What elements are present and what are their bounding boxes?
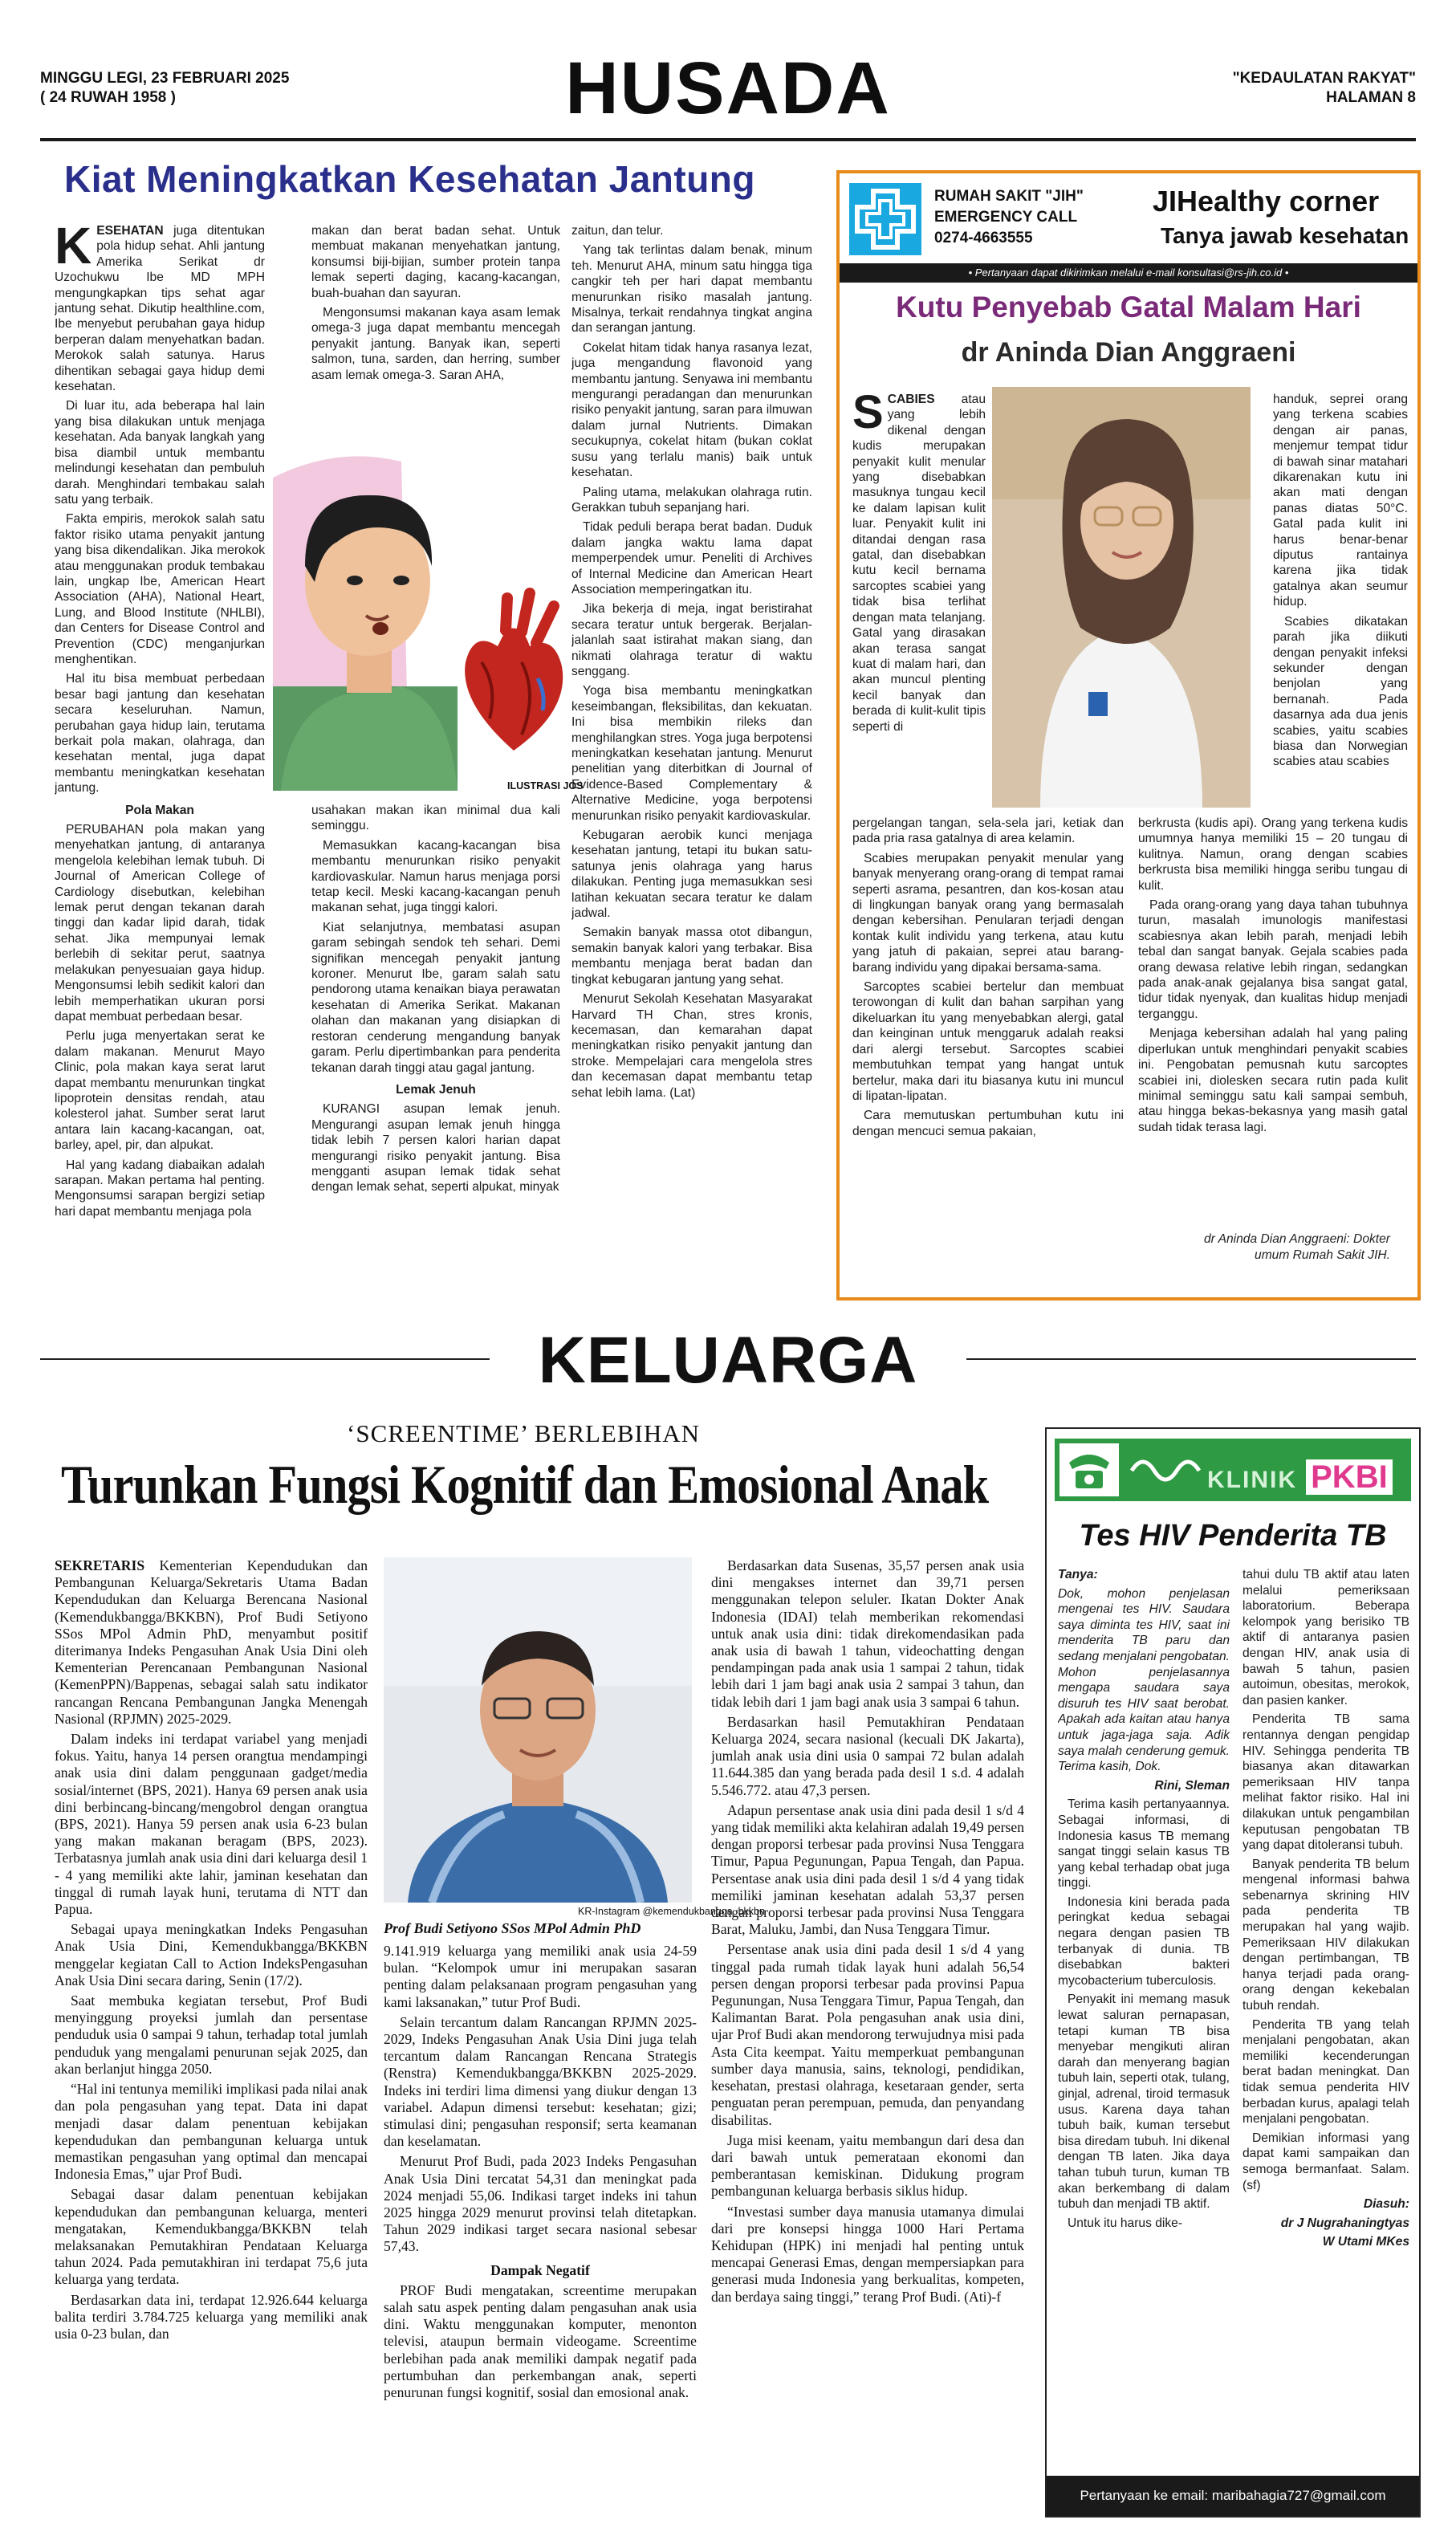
- paragraph: [852, 1108, 1124, 1139]
- paragraph: [1138, 1026, 1408, 1135]
- jih-left-column: [852, 816, 1124, 1233]
- paragraph: [55, 1028, 265, 1153]
- author-note: [1204, 1231, 1390, 1264]
- paragraph-text: zaitun, dan telur.: [571, 224, 664, 238]
- paragraph: [571, 991, 812, 1101]
- jih-right-narrow-column: [1273, 392, 1408, 816]
- article-title-kognitif: Turunkan Fungsi Kognitif dan Emosional Anak: [61, 1454, 989, 1515]
- paragraph-text: W Utami MKes: [1322, 2235, 1409, 2249]
- man-heart-illustration: [273, 446, 584, 791]
- paragraph-text: Sarcoptes scabiei bertelur dan membuat terowongan di kulit dan bahan sarpihan yang dikeluarkan itu yang menyebabkan alergi, gatal dan keinginan untuk menggaruk adalah reaksi dari alergi tersebut. Sarcoptes scabiei membutuhkan tempat yang hangat untuk bertelur, maka dari itu biasanya kutu ini muncul di lipatan-lipatan.: [852, 980, 1124, 1103]
- paragraph-text: Jika bekerja di meja, ingat beristirahat secara teratur untuk bergerak. Berjalan-jalanlah saat istirahat makan siang, dan nikmati olahraga teratur di waktu senggang.: [571, 602, 812, 678]
- author-note-role: umum Rumah Sakit JIH.: [1255, 1248, 1390, 1262]
- paragraph-text: Dalam indeks ini terdapat variabel yang menjadi fokus. Yaitu, hanya 14 persen orangtua mendampingi anak usia dini dalam penggunaan gadget/media sosial/internet (BPS, 2021). Hanya 69 persen anak usia dini berbincang-bincang/mengobrol dengan orangtua (BPS, 2021). Hanya 59 persen anak usia 6-23 bulan yang makan makanan beragam (BPS, 2023). Terbatasnya jumlah anak usia dini dari keluarga desil 1 - 4 yang memiliki akte lahir, jaminan kesehatan dan tinggal di rumah layak huni, terutama di NTT dan Papua.: [55, 1731, 368, 1918]
- paragraph-text: Scabies dikatakan parah jika diikuti dengan penyakit infeksi sekunder dengan benjolan yang bernanah. Pada dasarnya ada dua jenis scabies, yaitu scabies biasa dan Norwegian scabies atau scabies: [1273, 614, 1408, 769]
- paragraph-text: Tidak peduli berapa berat badan. Duduk dalam jangka waktu lama dapat memperpendek umur. Peneliti di Archives of Internal Medicine dan American Heart Association memperingatkan itu.: [571, 520, 812, 596]
- paragraph-text: Pada orang-orang yang daya tahan tubuhnya turun, masalah imunologis manifestasi scabiesnya akan lebih parah, menjadi lebih tebal dan sangat banyak. Gejala scabies pada orang dewasa relative lebih ringan, sedangkan pada anak-anak gejalanya bisa sangat gatal, tidur tidak nyenyak, dan kualitas hidup menjadi terganggu.: [1138, 898, 1408, 1021]
- emergency-label: EMERGENCY CALL: [934, 209, 1078, 226]
- paragraph-text: Menurut Prof Budi, pada 2023 Indeks Pengasuhan Anak Usia Dini tercatat 54,31 dan meningkat pada 2024 menjadi 55,06. Indikasi target indeks ini tahun 2025 hingga 2029 menurut provinsi telah ditetapkan. Tahun 2029 indikasi target secara nasional sebesar 57,43.: [384, 2153, 697, 2255]
- date-line: MINGGU LEGI, 23 FEBRUARI 2025: [40, 70, 290, 87]
- paragraph: [711, 1802, 1024, 1939]
- paragraph-text: “Investasi sumber daya manusia utamanya dimulai dari pre konsepsi hingga 1000 Hari Pertama Kehidupan (HPK) ini menjadi hal penting untuk mencapai Generasi Emas, dengan mempersiapkan para generasi muda Indonesia yang berkualitas, kompeten, dan berdaya saing tinggi,” terang Prof Budi. (Ati)-f: [711, 2203, 1024, 2305]
- paragraph: [1242, 2216, 1409, 2232]
- jih-email-bar: • Pertanyaan dapat dikirimkan melalui e-mail konsultasi@rs-jih.co.id •: [840, 263, 1417, 283]
- paragraph: [55, 2186, 368, 2288]
- paragraph: [55, 1557, 368, 1728]
- paragraph-text: Semakin banyak massa otot dibangun, semakin banyak kalori yang terbakar. Bisa membantu menjaga berat badan dan tingkat kebugaran jantung yang sehat.: [571, 926, 812, 987]
- paragraph: [852, 979, 1124, 1104]
- paragraph: [571, 242, 812, 336]
- paragraph-text: Indonesia kini berada pada peringkat kedua sebagai negara dengan pasien TB terbanyak di dunia. TB disebabkan bakteri mycobacterium tuberculosis.: [1058, 1895, 1230, 1988]
- paragraph: [1242, 2017, 1409, 2127]
- paragraph-text: Demikian informasi yang dapat kami sampaikan dan semoga bermanfaat. Salam. (sf): [1242, 2131, 1409, 2192]
- lead-kicker: SEKRETARIS: [55, 1557, 145, 1573]
- paragraph: [1273, 614, 1408, 770]
- paragraph: [1273, 392, 1408, 610]
- photo-credit: KR-Instagram @kemendukbangga_bkkbn: [578, 1906, 765, 1917]
- paragraph-text: handuk, seprei orang yang terkena scabies dengan air panas, menjemur tempat tidur di bawah sinar matahari dikarenakan kutu ini akan mati dengan panas diatas 50°C. Gatal pada kulit ini harus benar-benar diputus rantainya karena jika tidak gatalnya akan seumur hidup.: [1273, 393, 1408, 609]
- paragraph-text: Hal yang kadang diabaikan adalah sarapan. Makan pertama hal penting. Mengonsumsi sarapan bergizi setiap hari dapat membantu menjaga pola: [55, 1158, 265, 1219]
- keluarga-column-1: [55, 1557, 368, 2521]
- paragraph: [1058, 1797, 1230, 1891]
- paragraph-text: Saat membuka kegiatan tersebut, Prof Budi menyinggung proyeksi jumlah dan persentase penduduk usia 0 sampai 9 tahun, terhadap total jumlah penduduk yang mengalami penurunan sejak 2025, dan akan berlanjut hingga 2050.: [55, 1992, 368, 2077]
- paragraph: [571, 340, 812, 481]
- paragraph-text: tahui dulu TB aktif atau laten melalui pemeriksaan laboratorium. Beberapa kelompok yang berisiko TB aktif di antaranya pasien dengan HIV, anak usia di bawah 5 tahun, pasien autoimun, obesitas, merokok, dan pasien kanker.: [1242, 1568, 1409, 1707]
- paragraph: [384, 2153, 697, 2255]
- paragraph: [1058, 1586, 1230, 1775]
- jantung-column-2-bottom: [311, 803, 560, 1317]
- paragraph: [711, 2204, 1024, 2306]
- paragraph-text: Cokelat hitam tidak hanya rasanya lezat, juga mengandung flavonoid yang membantu jantung. Senyawa ini membantu mengurangi peradangan dan menurunkan risiko penyakit jantung, saran para ilmuwan dalam jurnal Nutrients. Dimakan secukupnya, cokelat hitam (bukan coklat susu yang terlalu manis) baik untuk kesehatan.: [571, 340, 812, 480]
- paragraph: [1058, 2216, 1230, 2232]
- paragraph: [55, 398, 265, 507]
- paragraph: [1138, 897, 1408, 1022]
- heart-illustration: [273, 446, 584, 791]
- paragraph: [1242, 2234, 1409, 2250]
- paragraph: [311, 838, 560, 916]
- paragraph-text: Adapun persentase anak usia dini pada desil 1 s/d 4 yang tidak memiliki akta kelahiran adalah 19,49 persen dengan proporsi terbesar pada provinsi Nusa Tenggara Timur, Papua Pegunungan, Papua Tengah, dan Papua. Persentase anak usia dini pada desil 1 s/d 4 yang tidak memiliki jaminan kesehatan adalah 53,37 persen dengan proporsi terbesar pada provinsi Nusa Tenggara Barat, Maluku, Jambi, dan Nusa Tenggara Timur.: [711, 1801, 1024, 1938]
- paragraph-text: Paling utama, melakukan olahraga rutin. Gerakkan tubuh sepanjang hari.: [571, 485, 812, 515]
- paragraph: [55, 2081, 368, 2183]
- paragraph: [571, 925, 812, 987]
- paragraph: [55, 1731, 368, 1918]
- paragraph: [311, 305, 560, 383]
- paragraph-text: “Hal ini tentunya memiliki implikasi pada nilai anak dan pola pengasuhan yang tepat. Data ini dapat menjadi dasar dalam penentuan kebijakan kependudukan dan pembangunan keluarga untuk memastikan pengasuhan yang optimal dan mencapai Indonesia Emas,” ujar Prof Budi.: [55, 2081, 368, 2183]
- pkbi-banner: [1055, 1439, 1411, 1501]
- paragraph-text: Berdasarkan hasil Pemutakhiran Pendataan Keluarga 2024, secara nasional (kecuali DK Jakarta), jumlah anak usia dini usia 0 sampai 72 bulan adalah 11.644.385 dan yang berada pada desil 1 s.d. 4 adalah 5.546.772. atau 47,3 persen.: [711, 1713, 1024, 1798]
- paragraph-text: Di luar itu, ada beberapa hal lain yang bisa dilakukan untuk menjaga kesehatan. Ada banyak langkah yang bisa diambil untuk membantu melindungi kesehatan dan pembuluh darah. Menghindari tembakau salah satu yang terbaik.: [55, 399, 265, 507]
- section-title-keluarga: KELUARGA: [538, 1324, 918, 1397]
- paragraph-text: Tanya:: [1058, 1568, 1098, 1581]
- paragraph: [55, 1158, 265, 1220]
- paragraph-text: Sebagai upaya meningkatkan Indeks Pengasuhan Anak Usia Dini, Kemendukbangga/BKKBN menggelar kegiatan Call to Action IndeksPengasuhan Anak Usia Dini secara daring, Senin (17/2).: [55, 1921, 368, 1988]
- paragraph: [55, 223, 265, 394]
- paragraph-text: Sebagai dasar dalam penentuan kebijakan kependudukan dan pembangunan keluarga, menteri mengatakan, Kemendukbangga/BKKBN telah melaksanakan Pemutakhiran Pendataan Keluarga tahun 2024. Pada pemutakhiran ini terdapat 75,6 juta keluarga yang terdata.: [55, 2186, 368, 2288]
- keluarga-column-2: [384, 1943, 697, 2521]
- paragraph: [1242, 1712, 1409, 1853]
- paragraph-text: KURANGI asupan lemak jenuh. Mengurangi asupan lemak jenuh hingga tidak lebih 7 persen kalori harian dapat mengurangi risiko penyakit jantung. Bisa mengganti asupan lemak tidak sehat dengan lemak sehat, seperti alpukat, minyak: [311, 1102, 560, 1195]
- paragraph: [311, 920, 560, 1076]
- paragraph: [384, 1943, 697, 2011]
- subheading: [384, 2262, 697, 2279]
- pkbi-right-column: [1242, 1567, 1409, 2471]
- jih-hospital-logo-icon: [849, 183, 921, 255]
- paragraph-text: juga ditentukan pola hidup sehat. Ahli jantung Amerika Serikat dr Uzochukwu Ibe MD MPH mengungkapkan tips sehat agar jantung sehat. Dikutip healthline.com, Ibe menyebut perubahan gaya hidup berperan dalam menyehatkan badan. Merokok salah satunya. Harus dihentikan sebagai gaya hidup demi kesehatan.: [55, 224, 265, 394]
- article-author: dr Aninda Dian Anggraeni: [961, 337, 1296, 368]
- paragraph-text: makan dan berat badan sehat. Untuk membuat makanan menyehatkan jantung, konsumsi biji-bijian, sumber protein tanpa lemak seperti daging, kacang-kacangan, buah-buahan dan sayuran.: [311, 224, 560, 300]
- paragraph-text: Berdasarkan data Susenas, 35,57 persen anak usia dini mengakses internet dan 39,71 persen menggunakan telepon seluler. Ikatan Dokter Anak Indonesia (IDAI) telah memberikan rekomendasi untuk anak usia dini: tidak direkomendasikan pada anak usia di bawah 1 tahun, videochatting dengan pendampingan pada anak usia 1 sampai 2 tahun, tidak lebih dari 1 jam bagi anak usia 2 sampai 3 tahun, dan tidak lebih dari 1 jam bagi anak usia 3 sampai 6 tahun.: [711, 1557, 1024, 1710]
- paragraph: [852, 392, 986, 735]
- date-line-javanese: ( 24 RUWAH 1958 ): [40, 89, 176, 106]
- paragraph: [311, 1101, 560, 1195]
- paragraph: [1242, 1567, 1409, 1708]
- drop-cap: K: [55, 223, 92, 275]
- paragraph-text: Selain tercantum dalam Rancangan RPJMN 2025-2029, Indeks Pengasuhan Anak Usia Dini juga telah tercantum dalam Rancangan Rencana Strategis (Renstra) Kemendukbangga/BKKBN 2025-2029. Indeks ini terdiri lima dimensi yang diukur dengan 13 variabel. Adapun dimensi tersebut: kesehatan; gizi; stimulasi dini; pengasuhan responsif; serta keamanan dan keselamatan.: [384, 2013, 697, 2150]
- paragraph: [1242, 1857, 1409, 2014]
- paragraph: [55, 671, 265, 796]
- paragraph-text: Banyak penderita TB belum mengenal informasi bahwa sebenarnya skrining HIV pada penderita TB merupakan hal yang wajib. Pemeriksaan HIV dilakukan dengan pertimbangan, TB hanya terjadi pada orang-orang dengan kekebalan tubuh rendah.: [1242, 1857, 1409, 2013]
- paragraph-text: Diasuh:: [1363, 2197, 1409, 2212]
- paragraph-text: Menurut Sekolah Kesehatan Masyarakat Harvard TH Chan, stres kronis, kecemasan, dan kemarahan dapat meningkatkan risiko penyakit jantung dan stroke. Mempelajari cara mengelola stres dan kecemasan dapat membantu tetap sehat lebih lama. (Lat): [571, 992, 812, 1100]
- paragraph-text: Dok, mohon penjelasan mengenai tes HIV. Saudara saya diminta tes HIV, saat ini menderita TB paru dan sedang menjalani pengobatan. Mohon penjelasannya mengapa saudara saya disuruh tes HIV saat berobat. Apakah ada kaitan atau hanya untuk jaga-jaga saja. Adik saya malah cenderung gemuk. Terima kasih, Dok.: [1058, 1586, 1230, 1774]
- paragraph-text: Juga misi keenam, yaitu membangun dari desa dan dari bawah untuk pemerataan ekonomi dan pemberantasan kemiskinan. Didukung program pembangunan keluarga berbasis siklus hidup.: [711, 2131, 1024, 2200]
- paragraph-text: Rini, Sleman: [1154, 1778, 1230, 1793]
- paragraph-text: Yang tak terlintas dalam benak, minum teh. Menurut AHA, minum satu hingga tiga cangkir teh per hari dapat membantu menurunkan risiko masalah jantung. Misalnya, terkait rendahnya tingkat angina dan serangan jantung.: [571, 243, 812, 336]
- paragraph: [711, 1557, 1024, 1711]
- hospital-name: RUMAH SAKIT "JIH": [934, 188, 1084, 205]
- paragraph-text: Untuk itu harus dike-: [1068, 2216, 1183, 2230]
- paragraph: [55, 1992, 368, 2078]
- paragraph: [711, 2132, 1024, 2200]
- paragraph: [571, 601, 812, 679]
- paragraph: [571, 683, 812, 824]
- paragraph-text: Mengonsumsi makanan kaya asam lemak omega-3 juga dapat membantu mencegah penyakit jantung. Banyak ikan, seperti salmon, tuna, sarden, dan herring, sumber asam lemak omega-3. Saran AHA,: [311, 306, 560, 382]
- doctor-portrait: [992, 387, 1251, 808]
- paragraph: [384, 2014, 697, 2151]
- budi-photo: [384, 1557, 692, 1903]
- lead-kicker: CABIES: [887, 393, 935, 406]
- jih-health-corner-box: [836, 170, 1421, 1300]
- pkbi-email-footer: Pertanyaan ke email: maribahagia727@gmail.com: [1047, 2476, 1419, 2516]
- masthead-rule: [40, 138, 1416, 141]
- paragraph-text: PERUBAHAN pola makan yang menyehatkan jantung, di antaranya mengelola kelebihan lemak tubuh. Di Journal of American College of Cardiology disebutkan, kelebihan lemak perut dengan tekanan darah tinggi dan kadar lipid darah, tidak sehat. Jika mempunyai lemak berlebih di sekitar perut, saatnya melakukan penyesuaian gaya hidup. Mengonsumsi lebih sedikit kalori dan lebih memperhatikan ukuran porsi dapat membuat perbedaan besar.: [55, 823, 265, 1024]
- paragraph-text: berkrusta (kudis api). Orang yang terkena kudis umumnya hanya memiliki 15 – 20 tungau di kulitnya. Namun, orang dengan scabies berkrusta bisa memiliki hingga seribu tungau di kulit.: [1138, 816, 1408, 893]
- paragraph-text: Kiat selanjutnya, membatasi asupan garam sebingah sendok teh sehari. Demi signifikan mencegah penyakit jantung koroner. Menurut Ibe, garam salah satu pendorong utama kenaikan biaya perawatan kesehatan di Amerika Serikat. Makanan olahan dan makanan yang disiapkan di restoran cenderung mengandung banyak garam. Perlu dipertimbankan para penderita tekanan darah tinggi atau gagal jantung.: [311, 920, 560, 1075]
- page-info: [1233, 69, 1416, 108]
- paragraph-text: Persentase anak usia dini pada desil 1 s/d 4 yang tinggal pada rumah tidak layak huni adalah 56,54 persen dengan proporsi terbesar pada provinsi Papua Pegunungan, Nusa Tenggara Timur, Papua Tengah, dan Kalimantan Barat. Pola pengasuhan anak usia dini, ujar Prof Budi akan mendorong terwujudnya misi pada Asta Cita keempat. Yaitu memperkuat pembangunan sumber daya manusia, sains, teknologi, pendidikan, kesehatan, prestasi olahraga, kesetaraan gender, serta penguatan peran perempuan, pemuda, dan penyandang disabilitas.: [711, 1941, 1024, 2128]
- pkbi-banner-text: [1207, 1459, 1393, 1496]
- paragraph-text: Yoga bisa membantu meningkatkan keseimbangan, fleksibilitas, dan kekuatan. Ini bisa membikin rileks dan menghilangkan stres. Yoga juga berpotensi meningkatkan kesehatan jantung. Menurut penelitian yang diterbitkan di Journal of Evidence-Based Complementary & Alternative Medicine, yoga berpotensi menurunkan risiko penyakit kardiovaskular.: [571, 684, 812, 823]
- paragraph: [311, 803, 560, 834]
- pkbi-left-column: [1058, 1567, 1230, 2471]
- paragraph: [1242, 2131, 1409, 2193]
- paragraph-text: Hal itu bisa membuat perbedaan besar bagi jantung dan kesehatan secara keseluruhan. Namun, perubahan gaya hidup lain, terutama berkait pola makan, olahraga, dan kesehatan mental, juga dapat membantu meningkatkan kesehatan jantung.: [55, 672, 265, 796]
- klinik-pkbi-box: [1045, 1427, 1421, 2517]
- paper-name: "KEDAULATAN RAKYAT": [1232, 70, 1416, 87]
- paragraph-text: Penderita TB yang telah menjalani pengobatan, akan memiliki kecenderungan berat badan meningkat. Dan tidak semua penderita HIV berbadan kurus, apalagi telah menjalani pengobatan.: [1242, 2017, 1409, 2127]
- paragraph-text: Berdasarkan data ini, terdapat 12.926.644 keluarga balita terdiri 3.784.725 keluarga yang memiliki anak usia 0-23 bulan, dan: [55, 2291, 368, 2342]
- paragraph: [1138, 816, 1408, 893]
- paragraph-text: Perlu juga menyertakan serat ke dalam makanan. Menurut Mayo Clinic, pola makan kaya serat larut dapat membantu menurunkan tingkat lipoprotein densitas rendah, atau kolesterol jahat. Sumber serat larut antara lain kacang-kacangan, oat, barley, apel, pir, dan alpukat.: [55, 1029, 265, 1153]
- paragraph: [311, 223, 560, 301]
- paragraph: [55, 511, 265, 667]
- paragraph: [852, 816, 1124, 847]
- photo-caption: Prof Budi Setiyono SSos MPol Admin PhD: [384, 1920, 641, 1936]
- paragraph: [571, 223, 812, 238]
- paragraph: [55, 822, 265, 1024]
- paragraph: [571, 519, 812, 597]
- paragraph-text: PROF Budi mengatakan, screentime merupakan salah satu aspek penting dalam pengasuhan anak usia dini. Waktu menggunakan komputer, menonton televisi, ataupun bermain videogame. Screentime berlebihan pada anak memiliki dampak negatif pada pertumbuhan dan perkembangan anak, seperti penurunan fungsi kognitif, sosial dan emosional anak.: [384, 2281, 697, 2401]
- paragraph: [1242, 2196, 1409, 2212]
- subheading: [55, 803, 265, 818]
- paragraph-text: Terima kasih pertanyaannya. Sebagai informasi, di Indonesia kasus TB memang sangat tinggi selain kasus TB yang kebal terhadap obat juga tinggi.: [1058, 1797, 1230, 1891]
- paragraph: [384, 2282, 697, 2401]
- jih-contact: [934, 186, 1084, 249]
- paragraph-text: Kementerian Kependudukan dan Pembangunan Keluarga/Sekretaris Utama Badan Kependudukan dan Keluarga Berencana Nasional (Kemendukbangga/BKKBN), Prof Budi Setiyono SSos MPol Admin PhD, menyambut positif diterimanya Indeks Pengasuhan Anak Usia Dini oleh Kementerian Perencanaan Pembangunan Nasional (KemenPPN)/Bappenas, sebagai salah satu indikator rancangan Rencana Pembangunan Jangka Menengah Nasional (RPJMN) 2025-2029.: [55, 1557, 368, 1727]
- paragraph: [1058, 1567, 1230, 1583]
- lead-kicker: ESEHATAN: [96, 224, 164, 238]
- paragraph-text: Penyakit ini memang masuk lewat saluran pernapasan, tetapi kuman TB bisa menyebar mengikuti aliran darah dan menyerang bagian tubuh lain, seperti otak, tulang, ginjal, adrenal, tiroid termasuk usus. Karena daya tahan tubuh baik, kuman tersebut bisa diredam tubuh. Ini dikenal dengan TB laten. Jika daya tahan tubuh turun, kuman TB akan berkembang di dalam tubuh dan menjadi TB aktif.: [1058, 1992, 1230, 2212]
- article-title-kutu: Kutu Penyebab Gatal Malam Hari: [896, 291, 1361, 324]
- paragraph: [1058, 1778, 1230, 1794]
- pkbi-banner-klinik: KLINIK: [1207, 1467, 1297, 1493]
- paragraph-text: Memasukkan kacang-kacangan bisa membantu menurunkan risiko penyakit kardiovaskular. Namun harus menjaga porsi tetap kecil. Meski kacang-kacangan penuh makanan sehat, juga tinggi kalori.: [311, 838, 560, 915]
- paragraph-text: Dampak Negatif: [490, 2261, 590, 2278]
- jih-tagline: Tanya jawab kesehatan: [1161, 223, 1409, 248]
- subheading: [311, 1082, 560, 1097]
- jih-corner-logo: JIHealthy corner: [1153, 185, 1380, 218]
- paragraph: [711, 1714, 1024, 1799]
- paragraph-text: Lemak Jenuh: [396, 1082, 476, 1097]
- paragraph-text: Penderita TB sama rentannya dengan pengidap HIV. Sehingga penderita TB biasanya akan ditawarkan pemeriksaan HIV tanpa melihat faktor risiko. Hal ini dilakukan untuk pengambilan keputusan pengobatan TB yang dapat ditoleransi tubuh.: [1242, 1712, 1409, 1853]
- paragraph-text: atau yang lebih dikenal dengan kudis merupakan penyakit kulit menular yang disebabkan masuknya tungau kecil ke dalam lapisan kulit luar. Penyakit kulit ini ditandai dengan rasa gatal, dan disebabkan kutu kecil bernama sarcoptes scabiei yang tidak bisa terlihat dengan mata telanjang. Gatal yang dirasakan akan terasa sangat kuat di malam hari, dan akan muncul plenting kecil banyak dan berada di kulit-kulit tipis seperti di: [852, 393, 986, 734]
- paragraph-text: Fakta empiris, merokok salah satu faktor risiko utama penyakit jantung yang bisa dikendalikan. Jika merokok atau menggunakan produk tembakau lain, ungkap Ibe, American Heart Association (AHA), National Heart, Lung, and Blood Institute (NHLBI), dan Centers for Disease Control and Prevention (CDC) menganjurkan menghentikan.: [55, 512, 265, 666]
- paragraph: [1058, 1895, 1230, 1989]
- pkbi-title: Tes HIV Penderita TB: [1079, 1519, 1387, 1553]
- paragraph-text: Scabies merupakan penyakit menular yang banyak menyerang orang-orang di tempat ramai seperti asrama, pesantren, dan kos-kosan atau di lingkungan banyak orang yang bermasalah dengan kebersihan. Penularan terjadi dengan kontak kulit individu yang terkena, atau kutu yang jatuh di pakaian, seprei atau barang-barang individu yang dipakai bersama-sama.: [852, 851, 1124, 975]
- paragraph-text: dr J Nugrahaningtyas: [1280, 2216, 1409, 2230]
- paragraph: [55, 2292, 368, 2343]
- masthead: HUSADA: [565, 47, 891, 129]
- paragraph-text: Kebugaran aerobik kunci menjaga kesehatan jantung, tetapi itu bukan satu-satunya jenis olahraga yang harus dilakukan. Penting juga memasukkan sesi latihan kekuatan secara teratur ke dalam jadwal.: [571, 828, 812, 921]
- paragraph-text: 9.141.919 keluarga yang memiliki anak usia 24-59 bulan. “Kelompok umur ini merupakan sasaran penting dalam pelaksanaan program pengasuhan yang kami laksanakan,” tutur Prof Budi.: [384, 1943, 697, 2010]
- drop-cap: S: [852, 392, 884, 438]
- paragraph: [571, 485, 812, 516]
- article-title-jantung: Kiat Meningkatkan Kesehatan Jantung: [64, 158, 755, 200]
- paragraph-text: pergelangan tangan, sela-sela jari, ketiak dan pada pria rasa gatalnya di area kelamin.: [852, 816, 1124, 846]
- paragraph-text: Pola Makan: [125, 803, 194, 817]
- paragraph: [571, 828, 812, 921]
- paragraph-text: Menjaga kebersihan adalah hal yang paling diperlukan untuk menghindari penyakit scabies ini. Pengobatan pemusnah kutu sarcoptes scabiei ini, diolesken secara rutin pada kulit minimal seminggu satu kali sampai sembuh, atau hingga bekas-bekasnya yang masih gatal sudah tidak terasa lagi.: [1138, 1027, 1408, 1134]
- pkbi-banner-pkbi: PKBI: [1306, 1459, 1393, 1495]
- paragraph: [55, 1921, 368, 1989]
- author-note-name: dr Aninda Dian Anggraeni: Dokter: [1203, 1232, 1390, 1246]
- jantung-column-1: [55, 223, 265, 1315]
- emergency-phone: 0274-4663555: [934, 230, 1033, 246]
- paragraph-text: usahakan makan ikan minimal dua kali seminggu.: [311, 804, 560, 833]
- illustration-credit: ILUSTRASI JOS: [507, 780, 584, 792]
- keluarga-column-3: [711, 1557, 1024, 2521]
- jantung-column-2-top: [311, 223, 560, 440]
- jih-header: [840, 173, 1417, 279]
- paragraph: [852, 851, 1124, 975]
- jantung-column-3: [571, 223, 812, 1315]
- jih-left-narrow-column: [852, 392, 986, 809]
- page-number: HALAMAN 8: [1326, 89, 1416, 106]
- article-overline: ‘SCREENTIME’ BERLEBIHAN: [347, 1419, 701, 1447]
- paragraph: [1058, 1992, 1230, 2212]
- paragraph-text: Cara memutuskan pertumbuhan kutu ini dengan mencuci semua pakaian,: [852, 1109, 1124, 1138]
- jih-right-column: [1138, 816, 1408, 1217]
- paragraph: [711, 1941, 1024, 2128]
